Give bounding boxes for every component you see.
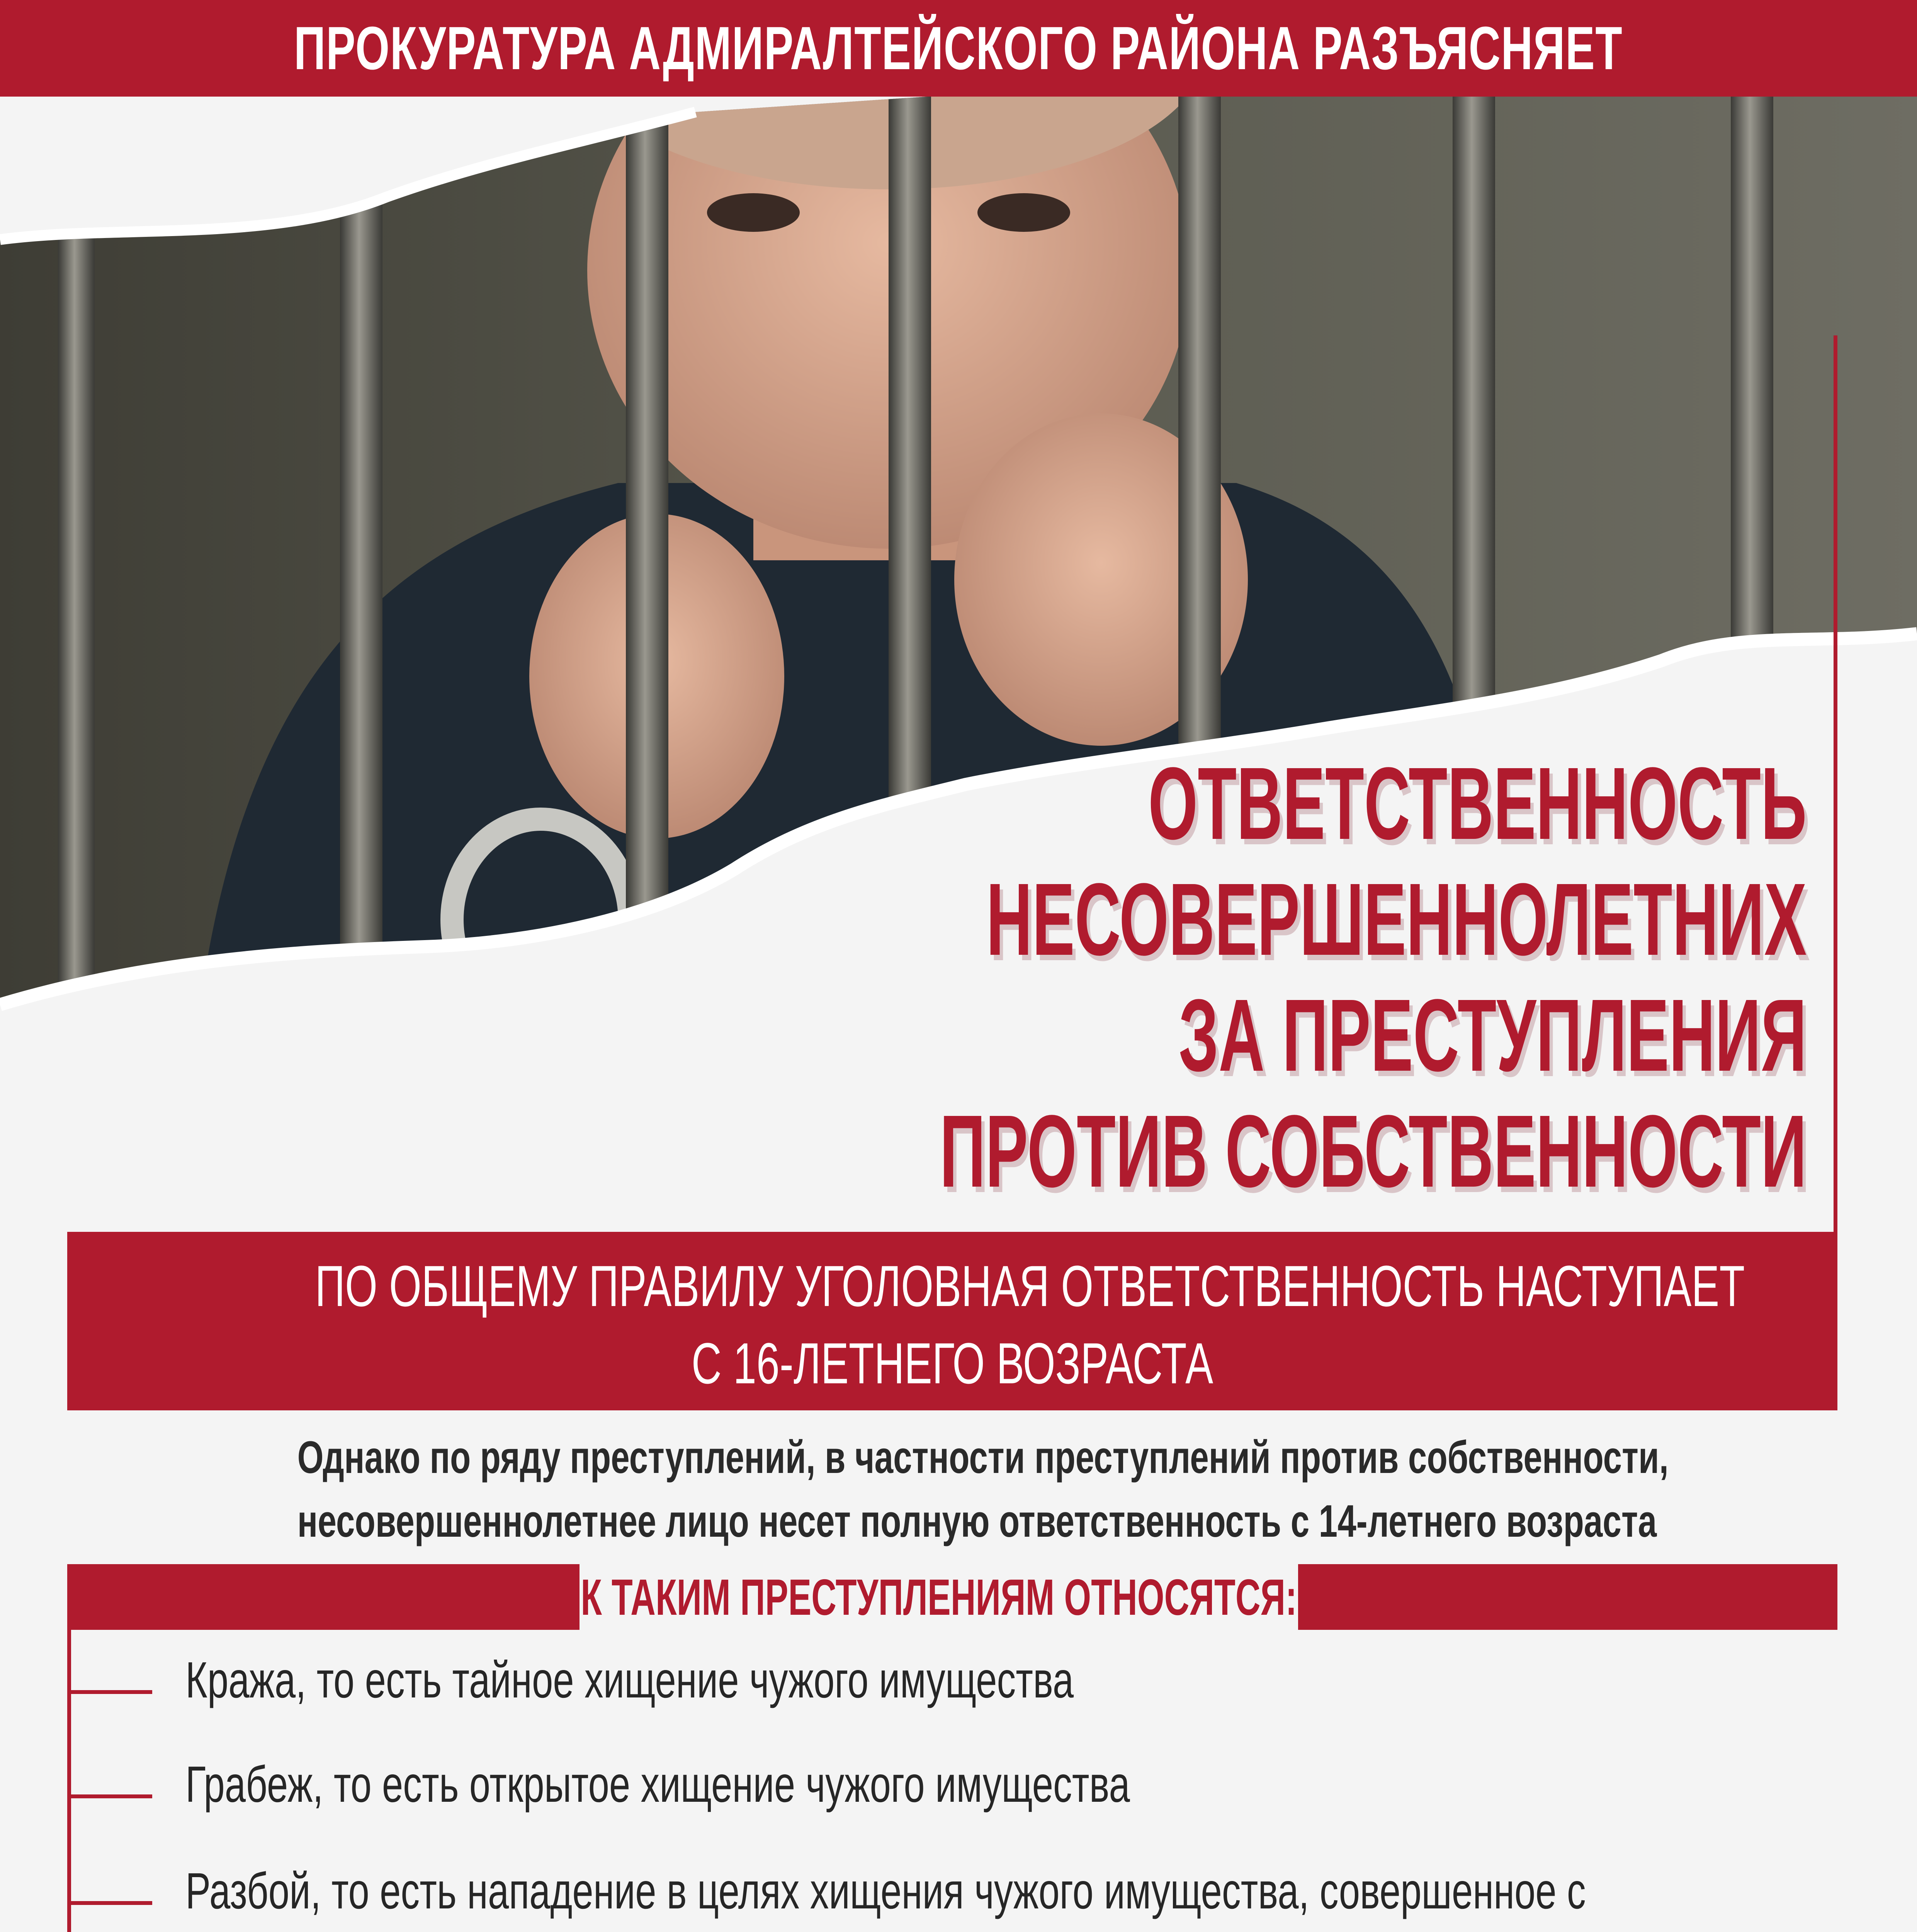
list-item-dash <box>67 1794 152 1798</box>
title-line: НЕСОВЕРШЕННОЛЕТНИХ <box>986 862 1807 977</box>
right-vertical-rule <box>1834 335 1837 1236</box>
list-item-text: Кража, то есть тайное хищение чужого имущества <box>185 1651 1074 1708</box>
header-title: ПРОКУРАТУРА АДМИРАЛТЕЙСКОГО РАЙОНА РАЗЪЯСНЯЕТ <box>294 14 1623 82</box>
list-item <box>185 1644 1386 1716</box>
general-rule-box <box>67 1232 1837 1410</box>
title-line: ПРОТИВ СОБСТВЕННОСТИ <box>939 1094 1807 1209</box>
title-line: ЗА ПРЕСТУПЛЕНИЯ <box>1178 978 1807 1093</box>
list-item-text <box>185 1927 1586 1932</box>
list-item-text: Разбой, то есть нападение в целях хищения чужого имущества, совершенное с <box>185 1862 1586 1919</box>
exception-line: несовершеннолетнее лицо несет полную ответственность с 14-летнего возраста <box>297 1496 1657 1547</box>
list-item-dash <box>67 1690 152 1694</box>
exception-paragraph <box>67 1426 1837 1553</box>
page-title <box>408 746 1807 1209</box>
general-rule-line: ПО ОБЩЕМУ ПРАВИЛУ УГОЛОВНАЯ ОТВЕТСТВЕННОСТЬ НАСТУПАЕТ <box>315 1253 1745 1318</box>
general-rule-line: С 16-ЛЕТНЕГО ВОЗРАСТА <box>691 1331 1213 1396</box>
list-vertical-rule <box>67 1630 71 1932</box>
list-item-text: Грабеж, то есть открытое хищение чужого имущества <box>185 1756 1130 1813</box>
list-item <box>185 1855 1917 1932</box>
list-item <box>185 1748 1462 1821</box>
title-line: ОТВЕТСТВЕННОСТЬ <box>1148 746 1807 861</box>
exception-line: Однако по ряду преступлений, в частности преступлений против собственности, <box>297 1432 1669 1483</box>
crimes-heading-text: К ТАКИМ ПРЕСТУПЛЕНИЯМ ОТНОСЯТСЯ: <box>581 1568 1297 1626</box>
crimes-heading <box>580 1564 1298 1630</box>
list-item-dash <box>67 1901 152 1905</box>
top-banner <box>0 0 1917 97</box>
